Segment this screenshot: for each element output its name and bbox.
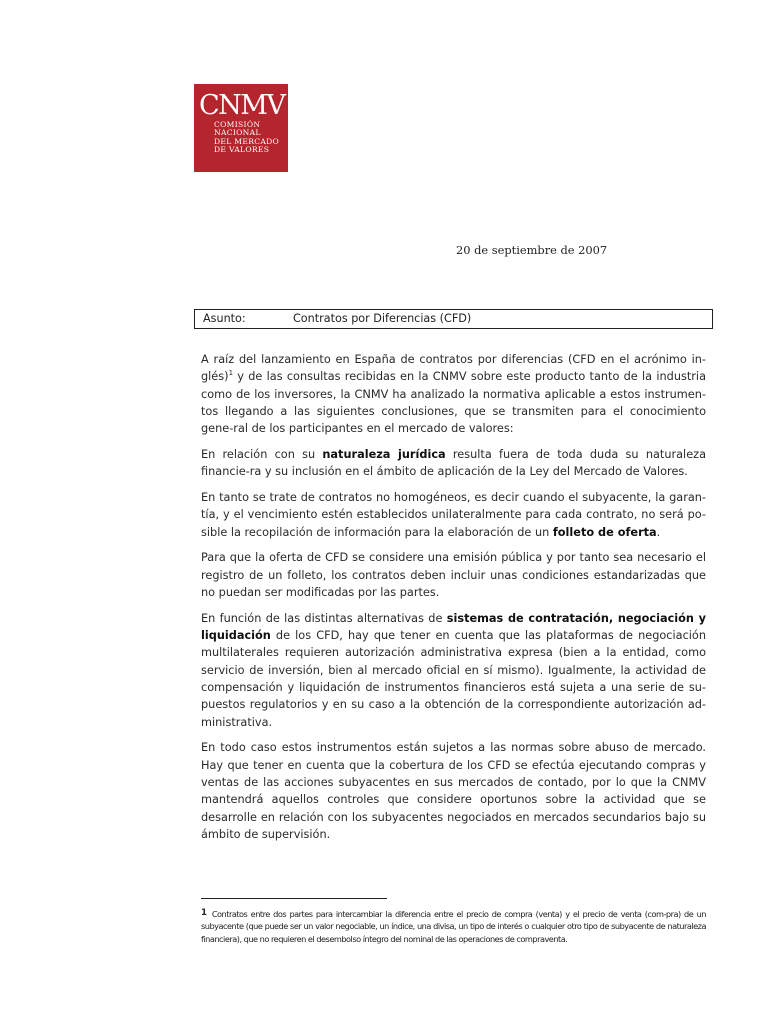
document-body — [201, 351, 706, 852]
logo-mark: CNMV — [199, 90, 285, 121]
footnote-text: Contratos entre dos partes para intercambiar la diferencia entre el precio de compra (venta) y el precio de venta (com-pra) de un subyacente (que puede ser un valor negociable, un índice, una divisa, un tipo de interés o cualquier otro tipo de subyacente de naturaleza financiera), que no requieren el desembolso íntegro del nominal de las operaciones de compraventa. — [201, 909, 706, 944]
logo-text — [214, 121, 282, 155]
paragraph-4: Para que la oferta de CFD se considere una emisión pública y por tanto sea necesario el registro de un folleto, los contratos deben incluir unas condiciones estandarizadas que no puedan ser modificadas por las partes. — [201, 551, 706, 600]
document-date: 20 de septiembre de 2007 — [456, 243, 608, 257]
paragraph-1-text-a: A raíz del lanzamiento en España de contratos por diferencias (CFD en el acrónimo in-glés) — [201, 353, 706, 384]
logo-line-2: NACIONAL — [214, 128, 261, 138]
subject-value: Contratos por Diferencias (CFD) — [293, 312, 472, 325]
subject-label: Asunto: — [203, 312, 246, 325]
paragraph-2-text-a: En relación con su — [201, 447, 323, 461]
paragraph-2-bold: naturaleza jurídica — [322, 447, 446, 461]
logo-line-3: DEL MERCADO — [214, 136, 280, 146]
paragraph-5-text-a: En función de las distintas alternativas de — [201, 611, 447, 625]
footnote — [201, 907, 706, 945]
paragraph-3 — [201, 489, 706, 541]
subject-box — [194, 309, 713, 329]
paragraph-5 — [201, 610, 706, 731]
cnmv-logo — [194, 84, 288, 172]
paragraph-2 — [201, 446, 706, 481]
paragraph-5-text-c: de los CFD, hay que tener en cuenta que las plataformas de negociación multilaterales requieren autorización administrativa expresa (bien a la entidad, como servicio de inversión, bien al mercado oficial en sí mismo). Igualmente, la actividad de compensación y liquidación de instrumentos financieros está sujeta a una serie de su-puestos regulatorios y en su caso a la obtención de la correspondiente autorización ad-ministrativa. — [201, 629, 706, 729]
paragraph-3-text-a: En tanto se trate de contratos no homogéneos, es decir cuando el subyacente, la garan-tía, y el vencimiento estén establecidos unilateralmente para cada contrato, no será po-sible la recopilación de información para la elaboración de un — [201, 491, 706, 539]
paragraph-1-text-b: y de las consultas recibidas en la CNMV sobre este producto tanto de la industria como de los inversores, la CNMV ha analizado la normativa aplicable a estos instrumen-tos llegando a las siguientes conclusiones, que se transmiten para el conocimiento gene-ral de los participantes en el mercado de valores: — [201, 370, 706, 436]
paragraph-1 — [201, 351, 706, 437]
logo-line-4: DE VALORES — [214, 145, 270, 155]
paragraph-2-text-c: resulta fuera de toda duda su naturaleza financie-ra y su inclusión en el ámbito de aplicación de la Ley del Mercado de Valores. — [201, 447, 706, 479]
paragraph-5-bold: sistemas de contratación, negociación y liquidación — [201, 611, 706, 643]
paragraph-3-text-c: . — [656, 525, 661, 539]
paragraph-6: En todo caso estos instrumentos están sujetos a las normas sobre abuso de mercado. Hay que tener en cuenta que la cobertura de los CFD se efectúa ejecutando compras y ventas de las acciones subyacentes en sus mercados de contado, por lo que la CNMV mantendrá aquellos controles que considere oportunos sobre la actividad que se desarrolle en relación con los subyacentes negociados en mercados secundarios bajo su ámbito de supervisión. — [201, 741, 706, 841]
footnote-number: 1 — [201, 908, 207, 918]
footnote-separator — [201, 898, 387, 899]
logo-line-1: COMISIÓN — [214, 120, 261, 129]
paragraph-3-bold: folleto de oferta — [552, 525, 657, 539]
footnote-reference: 1 — [228, 369, 234, 378]
